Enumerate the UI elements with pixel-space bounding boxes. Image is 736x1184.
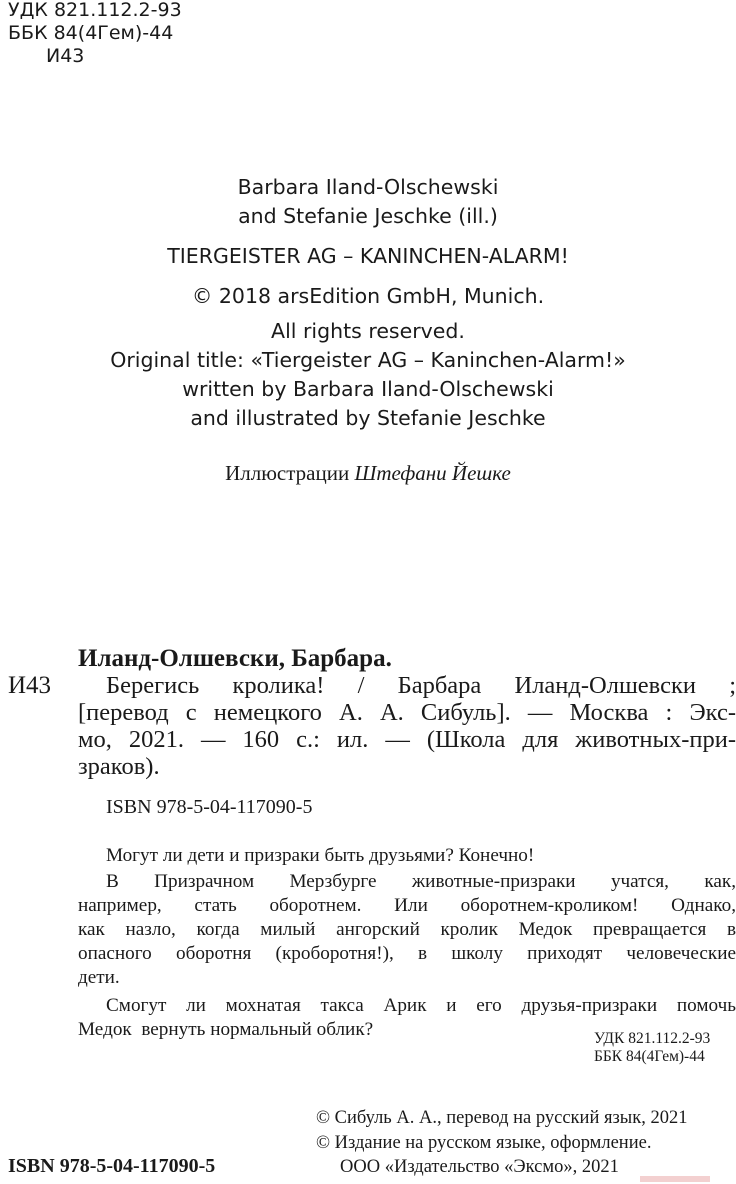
biblio-line-3: мо, 2021. — 160 с.: ил. — (Школа для животных-при-	[78, 726, 736, 753]
udk-code: УДК 821.112.2-93	[8, 0, 182, 21]
annotation-p1: Могут ли дети и призраки быть друзьями? Конечно!	[106, 845, 535, 866]
bottom-isbn: ISBN 978-5-04-117090-5	[8, 1155, 216, 1177]
translation-copyright: © Сибуль А. А., перевод на русский язык, 2021	[316, 1108, 688, 1128]
corner-udk: УДК 821.112.2-93	[594, 1030, 711, 1047]
annotation-p2-line5: дети.	[78, 967, 120, 988]
biblio-line-2: [перевод с немецкого А. А. Сибуль]. — Москва : Экс-	[78, 699, 736, 726]
scan-mark	[640, 1176, 710, 1182]
biblio-line-1: Берегись кролика! / Барбара Иланд-Олшевски ;	[106, 672, 736, 699]
illustrator-name: Штефани Йешке	[354, 461, 511, 485]
annotation-p3-line1: Смогут ли мохнатая такса Арик и его друзья-призраки помочь	[106, 995, 736, 1016]
illustrated-by-line: and illustrated by Stefanie Jeschke	[190, 406, 546, 430]
authors-line-1: Barbara Iland-Olschewski	[237, 175, 499, 199]
author-mark: И43	[46, 45, 85, 67]
annotation-p2-line4: опасного оборотня (кроборотня!), в школу приходят человеческие	[78, 943, 736, 964]
bbk-code: ББК 84(4Гем)-44	[8, 22, 174, 44]
written-by-line: written by Barbara Iland-Olschewski	[182, 377, 554, 401]
annotation-p2-line3: как назло, когда милый ангорский кролик Медок превращается в	[78, 919, 736, 940]
original-title-line: Original title: «Tiergeister AG – Kaninchen-Alarm!»	[110, 348, 626, 372]
index-mark: И43	[8, 672, 52, 699]
bibliographic-heading: Иланд-Олшевски, Барбара.	[78, 645, 392, 672]
annotation-p2-line2: например, стать оборотнем. Или оборотнем-кроликом! Однако,	[78, 895, 736, 916]
edition-copyright-line1: © Издание на русском языке, оформление.	[316, 1133, 652, 1153]
copyright-line: © 2018 arsEdition GmbH, Munich.	[191, 284, 545, 308]
biblio-isbn: ISBN 978-5-04-117090-5	[106, 796, 313, 818]
authors-line-2: and Stefanie Jeschke (ill.)	[238, 204, 498, 228]
illustrations-line	[0, 461, 736, 486]
illustrations-label: Иллюстрации	[225, 461, 350, 485]
corner-bbk: ББК 84(4Гем)-44	[594, 1048, 705, 1065]
rights-line: All rights reserved.	[271, 319, 465, 343]
annotation-p2-line1: В Призрачном Мерзбурге животные-призраки учатся, как,	[106, 871, 736, 892]
edition-copyright-line2: ООО «Издательство «Эксмо», 2021	[340, 1157, 619, 1177]
annotation-p3-line2: Медок вернуть нормальный облик?	[78, 1019, 374, 1040]
original-title-caps: TIERGEISTER AG – KANINCHEN-ALARM!	[167, 244, 569, 268]
biblio-line-4: зраков).	[78, 753, 160, 780]
